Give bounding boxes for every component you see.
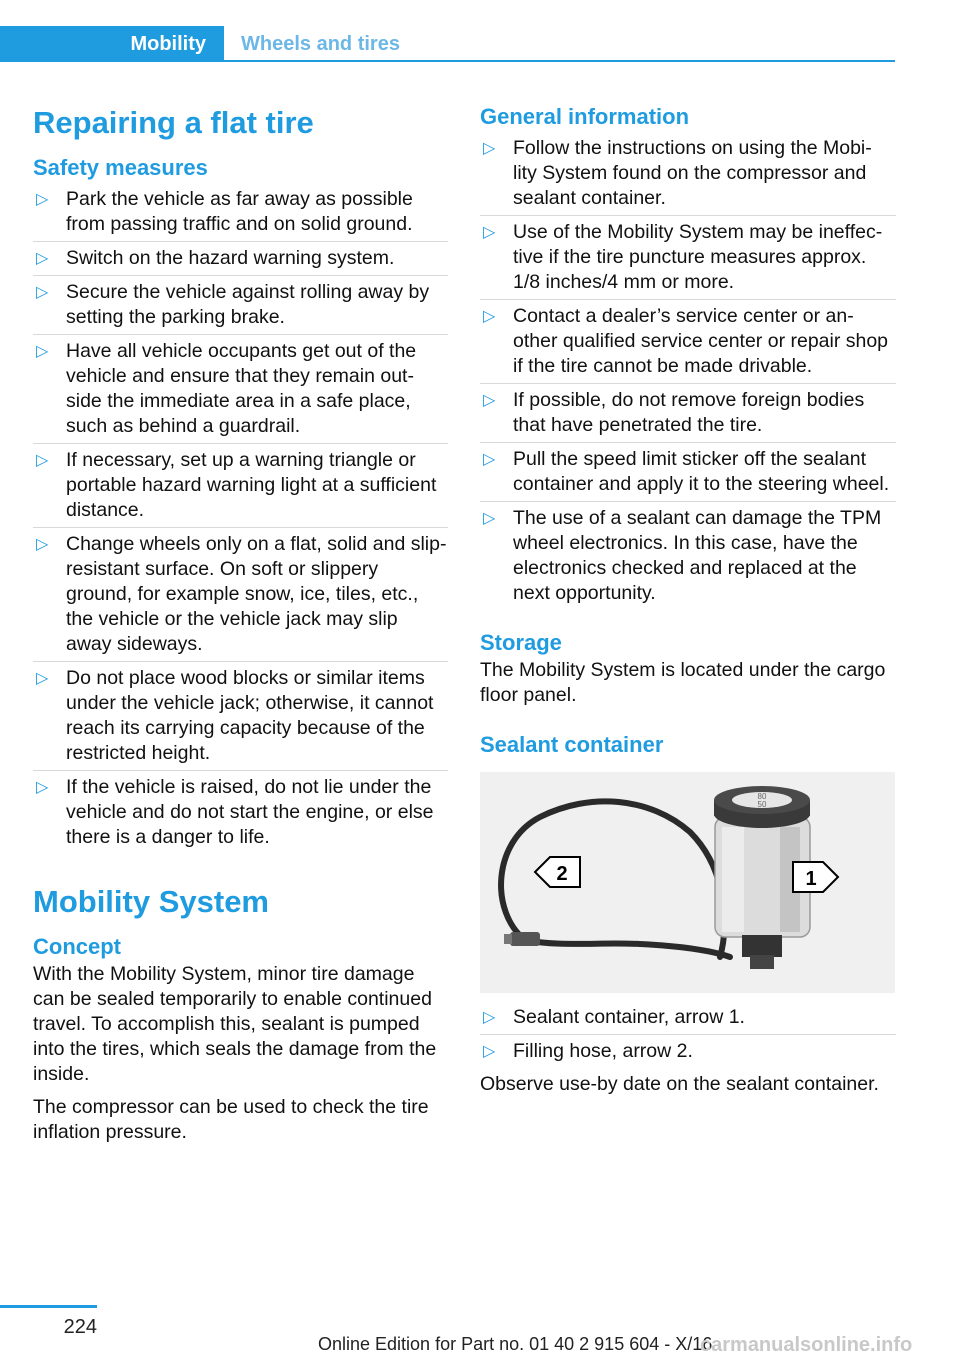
list-item: ▷ Park the vehicle as far away as possible from passing traffic and on solid ground.: [33, 183, 448, 242]
triangle-bullet-icon: ▷: [36, 452, 49, 469]
list-item: ▷ Switch on the hazard warning system.: [33, 242, 448, 276]
right-column: [480, 100, 896, 1097]
list-item: ▷ Pull the speed limit sticker off the sealant container and apply it to the steering wheel.: [480, 443, 896, 502]
triangle-bullet-icon: ▷: [36, 250, 49, 267]
section-title-mobility-system: Mobility System: [33, 884, 269, 919]
list-item: ▷ Change wheels only on a flat, solid and slip-resistant surface. On soft or slippery ground, for example snow, ice, tiles, etc., the vehicle or the vehicle jack may slip away sideways.: [33, 528, 448, 662]
figure-legend-list: [480, 1001, 896, 1068]
cap-label-bottom: 50: [757, 800, 767, 809]
safety-list: [33, 183, 448, 854]
storage-paragraph: The Mobility System is located under the cargo floor panel.: [480, 659, 886, 706]
subheading-sealant-container: Sealant container: [480, 732, 664, 757]
triangle-bullet-icon: ▷: [36, 343, 49, 360]
triangle-bullet-icon: ▷: [36, 536, 49, 553]
svg-text:1: 1: [805, 868, 817, 890]
list-item: ▷ Have all vehicle occupants get out of the vehicle and ensure that they remain out- side the immediate area in a safe place, such as behind a guardrail.: [33, 335, 448, 444]
list-item: ▷ Sealant container, arrow 1.: [480, 1001, 896, 1035]
watermark-text: carmanualsonline.info: [700, 1334, 913, 1356]
triangle-bullet-icon: ▷: [483, 308, 496, 325]
triangle-bullet-icon: ▷: [36, 191, 49, 208]
list-item: ▷ The use of a sealant can damage the TPM wheel electronics. In this case, have the electronics checked and replaced at the next opportunity.: [483, 507, 882, 604]
list-item: ▷ Secure the vehicle against rolling away by setting the parking brake.: [33, 276, 448, 335]
triangle-bullet-icon: ▷: [483, 1009, 496, 1026]
subheading-storage: Storage: [480, 630, 562, 655]
list-item: ▷ Contact a dealer’s service center or an- other qualified service center or repair shop if the tire cannot be made drivable.: [480, 300, 896, 384]
triangle-bullet-icon: ▷: [483, 1043, 496, 1060]
concept-paragraph-1: With the Mobility System, minor tire damage can be sealed temporarily to enable continued travel. To accomplish this, sealant is pumped into the tires, which seals the damage from the inside.: [33, 963, 437, 1085]
list-item: ▷ Do not place wood blocks or similar items under the vehicle jack; otherwise, it cannot reach its carrying capacity because of the restricted height.: [33, 662, 448, 771]
triangle-bullet-icon: ▷: [483, 224, 496, 241]
cap-label-top: 80: [757, 792, 767, 801]
general-info-list: [480, 132, 896, 610]
list-item: ▷ Use of the Mobility System may be ineffec- tive if the tire puncture measures approx. 1/8 inches/4 mm or more.: [480, 216, 896, 300]
triangle-bullet-icon: ▷: [483, 140, 496, 157]
subheading-general-information: General information: [480, 104, 690, 129]
page-number: 224: [63, 1316, 97, 1338]
tab-wheels-and-tires[interactable]: Wheels and tires: [241, 32, 400, 55]
list-item: ▷ If the vehicle is raised, do not lie under the vehicle and do not start the engine, or else there is a danger to life.: [36, 776, 434, 848]
list-item: ▷ Follow the instructions on using the Mobi- lity System found on the compressor and sealant container.: [480, 132, 896, 216]
triangle-bullet-icon: ▷: [483, 392, 496, 409]
list-item: ▷ If necessary, set up a warning triangle or portable hazard warning light at a sufficient distance.: [33, 444, 448, 528]
edition-text: Online Edition for Part no. 01 40 2 915 604 - X/16: [318, 1334, 713, 1354]
hose-connector: [510, 932, 540, 946]
triangle-bullet-icon: ▷: [483, 451, 496, 468]
triangle-bullet-icon: ▷: [483, 510, 496, 527]
triangle-bullet-icon: ▷: [36, 779, 49, 796]
triangle-bullet-icon: ▷: [36, 670, 49, 687]
use-by-note: Observe use-by date on the sealant container.: [480, 1073, 879, 1095]
sealant-container-figure: [480, 772, 895, 993]
subheading-concept: Concept: [33, 934, 121, 959]
subheading-safety-measures: Safety measures: [33, 155, 208, 180]
footer-rule: [0, 1305, 97, 1308]
sealant-container-illustration: [480, 772, 895, 993]
tab-mobility[interactable]: Mobility: [0, 26, 224, 62]
list-item: ▷ Filling hose, arrow 2.: [483, 1040, 693, 1062]
left-column: [33, 100, 448, 1145]
triangle-bullet-icon: ▷: [36, 284, 49, 301]
section-title-repairing: Repairing a flat tire: [33, 105, 314, 140]
list-item: ▷ If possible, do not remove foreign bodies that have penetrated the tire.: [480, 384, 896, 443]
svg-text:2: 2: [556, 863, 568, 885]
concept-paragraph-2: The compressor can be used to check the tire inflation pressure.: [33, 1096, 429, 1143]
